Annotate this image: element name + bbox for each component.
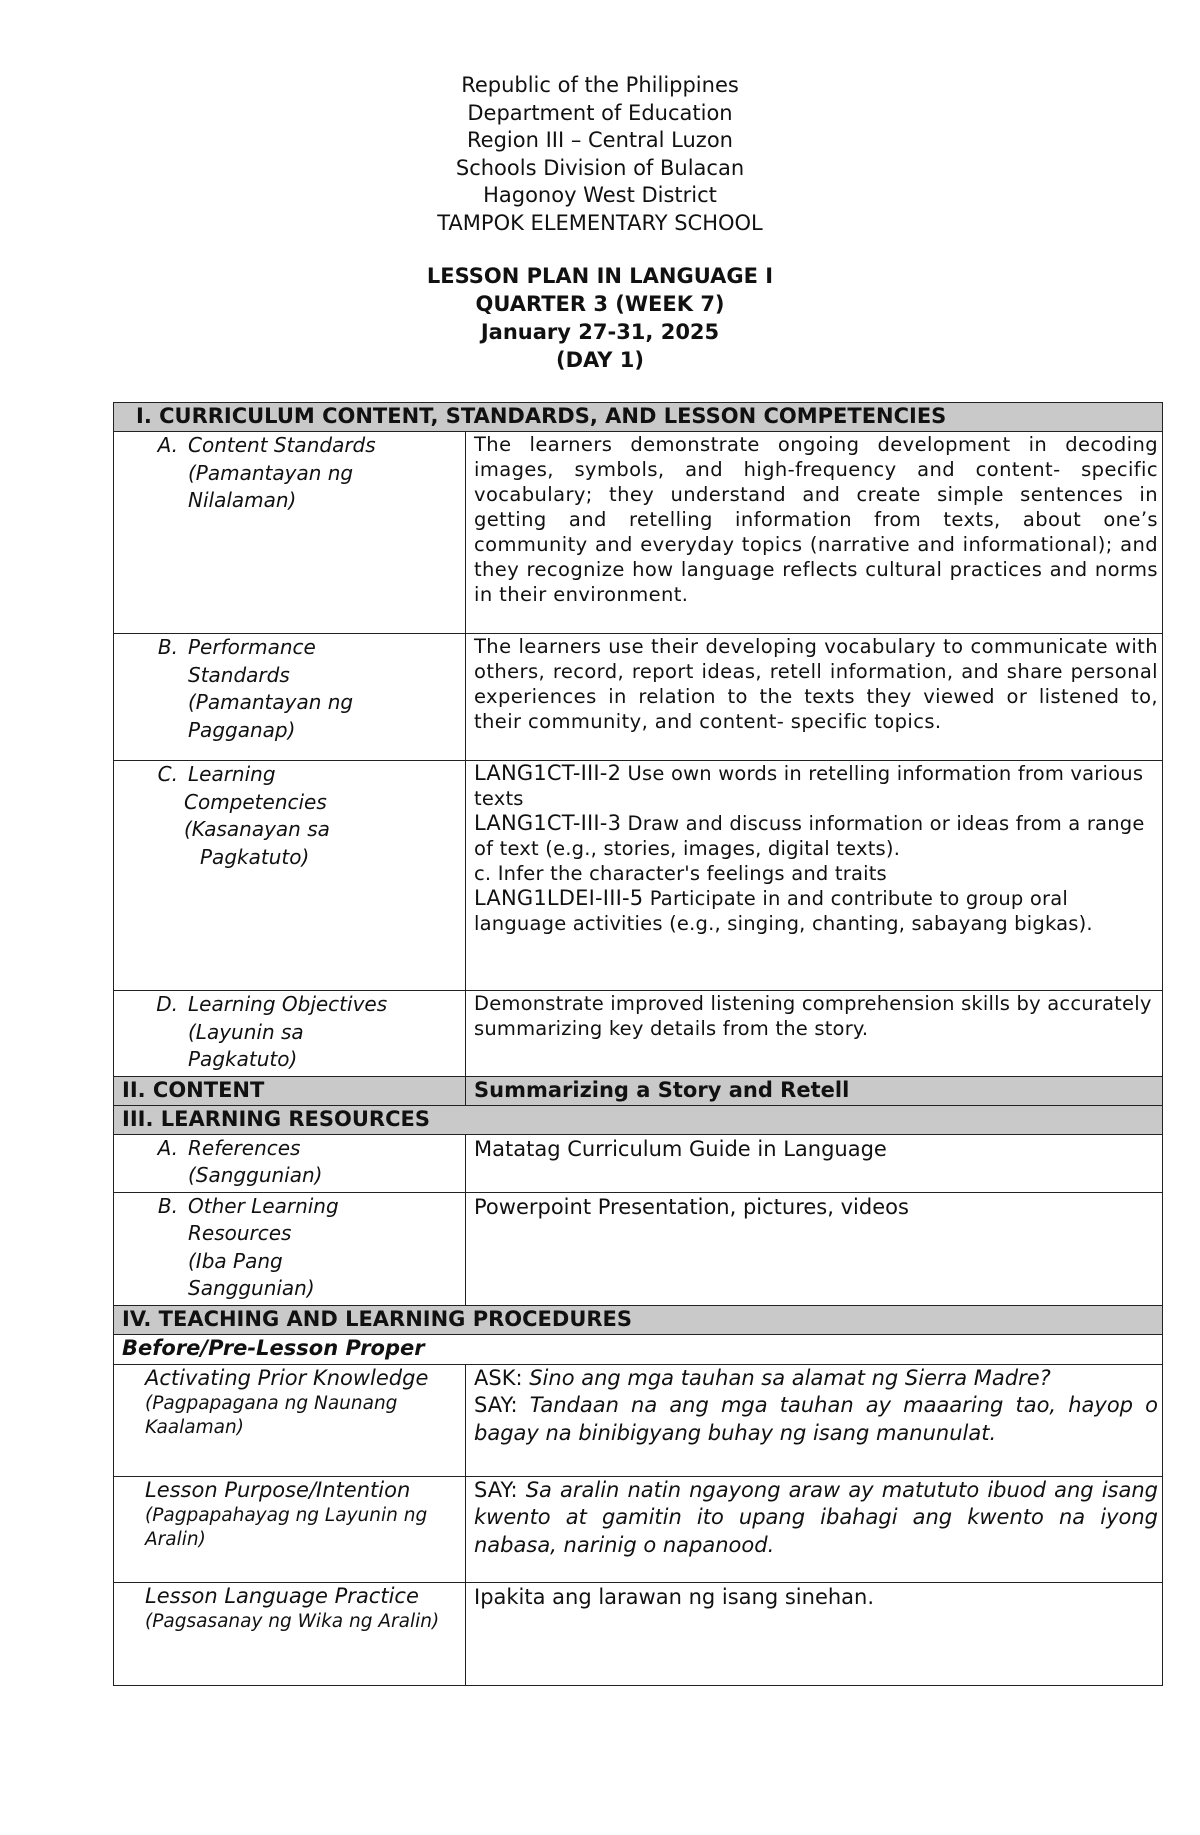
say-label-2: SAY: xyxy=(474,1477,526,1502)
performance-standards-row xyxy=(114,634,1163,761)
section-1-heading: I. CURRICULUM CONTENT, STANDARDS, AND LESSON COMPETENCIES xyxy=(114,403,1163,432)
references-sub1: (Sanggunian) xyxy=(188,1163,323,1187)
content-standards-sub2: Nilalaman) xyxy=(188,488,297,512)
say-text-1: Tandaan na ang mga tauhan ay maaaring tao, hayop o bagay na binibigyang buhay ng isang manunulat. xyxy=(474,1393,1158,1445)
content-standards-label xyxy=(114,432,466,634)
ask-line xyxy=(474,1365,1158,1393)
pre-lesson-row xyxy=(114,1334,1163,1364)
lesson-title: LESSON PLAN IN LANGUAGE I xyxy=(426,264,774,288)
competency-code-2: LANG1CT-III-3 xyxy=(474,811,622,835)
section-4-heading: IV. TEACHING AND LEARNING PROCEDURES xyxy=(114,1305,1163,1334)
other-resources-sub1: (Iba Pang xyxy=(188,1248,283,1273)
objectives-sub1: (Layunin sa xyxy=(188,1019,304,1044)
content-row xyxy=(114,1076,1163,1105)
other-resources-title: Other Learning xyxy=(188,1193,339,1218)
competencies-text xyxy=(466,761,1163,991)
purpose-label xyxy=(114,1476,466,1582)
pre-lesson-heading: Before/Pre-Lesson Proper xyxy=(114,1334,1163,1364)
content-standards-sub1: (Pamantayan ng xyxy=(188,460,354,485)
performance-standards-sub1: (Pamantayan ng xyxy=(188,690,354,714)
other-resources-sub2: Sanggunian) xyxy=(188,1276,315,1300)
competencies-label xyxy=(114,761,466,991)
letter-a: A. xyxy=(157,433,178,457)
lesson-day: (DAY 1) xyxy=(556,348,644,372)
letter-b-ref: B. xyxy=(157,1193,178,1218)
school-header xyxy=(0,72,1200,237)
references-row xyxy=(114,1134,1163,1192)
content-standards-title: Content Standards xyxy=(188,433,376,457)
performance-standards-sub0: Standards xyxy=(188,662,290,687)
references-label xyxy=(114,1134,466,1192)
header-line-department: Department of Education xyxy=(467,100,733,125)
competencies-title: Learning xyxy=(188,762,276,786)
practice-title: Lesson Language Practice xyxy=(145,1583,419,1608)
content-standards-text: The learners demonstrate ongoing development in decoding images, symbols, and high-frequency and content- specific vocabulary; they understand and create simple sentences in getting and retelling information from texts, about one’s community and everyday topics (narrative and informational); and they recognize how language reflects cultural practices and norms in their environment. xyxy=(466,432,1163,634)
header-line-republic: Republic of the Philippines xyxy=(461,73,739,97)
other-resources-value: Powerpoint Presentation, pictures, videos xyxy=(466,1192,1163,1305)
section-heading-row xyxy=(114,403,1163,432)
quarter-week: QUARTER 3 (WEEK 7) xyxy=(475,292,725,316)
header-line-division: Schools Division of Bulacan xyxy=(455,155,745,180)
competencies-sub2: Pagkatuto) xyxy=(200,844,310,869)
competency-text-2: Draw and discuss information or ideas from a range of text (e.g., stories, images, digital texts). xyxy=(474,812,1145,860)
activating-title: Activating Prior Knowledge xyxy=(145,1365,429,1390)
say-line-1 xyxy=(474,1392,1158,1447)
competency-text-1: Use own words in retelling information from various texts xyxy=(474,762,1144,810)
header-line-district: Hagonoy West District xyxy=(483,183,717,207)
lesson-plan-table xyxy=(113,402,1163,1686)
competency-code-1: LANG1CT-III-2 xyxy=(474,761,622,785)
section-2-heading: II. CONTENT xyxy=(114,1076,466,1105)
references-title: References xyxy=(188,1135,301,1160)
letter-a-ref: A. xyxy=(157,1135,178,1160)
lesson-title-block xyxy=(0,262,1200,374)
lesson-date: January 27-31, 2025 xyxy=(480,320,720,344)
letter-b: B. xyxy=(157,635,178,659)
competency-item-1 xyxy=(474,761,1158,811)
competency-item-4 xyxy=(474,886,1158,936)
competencies-sub1: (Kasanayan sa xyxy=(184,817,330,841)
practice-sub: (Pagsasanay ng Wika ng Aralin) xyxy=(145,1611,440,1632)
practice-label xyxy=(114,1582,466,1685)
performance-standards-text: The learners use their developing vocabulary to communicate with others, record, report ideas, retell information, and share personal experiences in relation to the texts they viewed or listened to, their community, and content- specific topics. xyxy=(466,634,1163,761)
resources-heading-row xyxy=(114,1105,1163,1134)
competency-code-4: LANG1LDEI-III-5 xyxy=(474,886,644,910)
purpose-row xyxy=(114,1476,1163,1582)
ask-label: ASK: xyxy=(474,1365,530,1390)
performance-standards-title: Performance xyxy=(188,635,316,659)
practice-row xyxy=(114,1582,1163,1685)
procedures-heading-row xyxy=(114,1305,1163,1334)
performance-standards-label xyxy=(114,634,466,761)
objectives-text: Demonstrate improved listening comprehension skills by accurately summarizing key details from the story. xyxy=(466,991,1163,1077)
content-value: Summarizing a Story and Retell xyxy=(466,1076,1163,1105)
objectives-title: Learning Objectives xyxy=(188,992,388,1016)
content-standards-row xyxy=(114,432,1163,634)
letter-c: C. xyxy=(157,762,178,786)
competency-text-4: Participate in and contribute to group oral language activities (e.g., singing, chanting, sabayang bigkas). xyxy=(474,887,1093,935)
practice-text: Ipakita ang larawan ng isang sinehan. xyxy=(466,1582,1163,1685)
activating-text xyxy=(466,1364,1163,1476)
say-text-2: Sa aralin natin ngayong araw ay matututo ibuod ang isang kwento at gamitin ito upang ibahagi ang kwento na iyong nabasa, narinig o napanood. xyxy=(474,1477,1158,1557)
say-label-1: SAY: xyxy=(474,1393,530,1417)
header-line-school: TAMPOK ELEMENTARY SCHOOL xyxy=(437,210,763,235)
competency-item-2 xyxy=(474,811,1158,861)
references-value: Matatag Curriculum Guide in Language xyxy=(466,1134,1163,1192)
other-resources-row xyxy=(114,1192,1163,1305)
header-line-region: Region III – Central Luzon xyxy=(467,128,733,152)
purpose-text xyxy=(466,1476,1163,1582)
objectives-row xyxy=(114,991,1163,1077)
competency-item-3: c. Infer the character's feelings and traits xyxy=(474,862,887,885)
other-resources-sub0: Resources xyxy=(188,1221,292,1245)
other-resources-label xyxy=(114,1192,466,1305)
competencies-sub0: Competencies xyxy=(184,789,327,814)
performance-standards-sub2: Pagganap) xyxy=(188,717,296,742)
ask-text: Sino ang mga tauhan sa alamat ng Sierra Madre? xyxy=(529,1365,1051,1390)
objectives-label xyxy=(114,991,466,1077)
objectives-sub2: Pagkatuto) xyxy=(188,1047,298,1071)
purpose-sub: (Pagpapahayag ng Layunin ng Aralin) xyxy=(145,1505,428,1550)
activating-label xyxy=(114,1364,466,1476)
section-3-heading: III. LEARNING RESOURCES xyxy=(114,1105,1163,1134)
activating-sub: (Pagpapagana ng Naunang Kaalaman) xyxy=(145,1393,398,1438)
purpose-title: Lesson Purpose/Intention xyxy=(145,1477,411,1502)
letter-d: D. xyxy=(156,992,178,1016)
competencies-row xyxy=(114,761,1163,991)
activating-row xyxy=(114,1364,1163,1476)
